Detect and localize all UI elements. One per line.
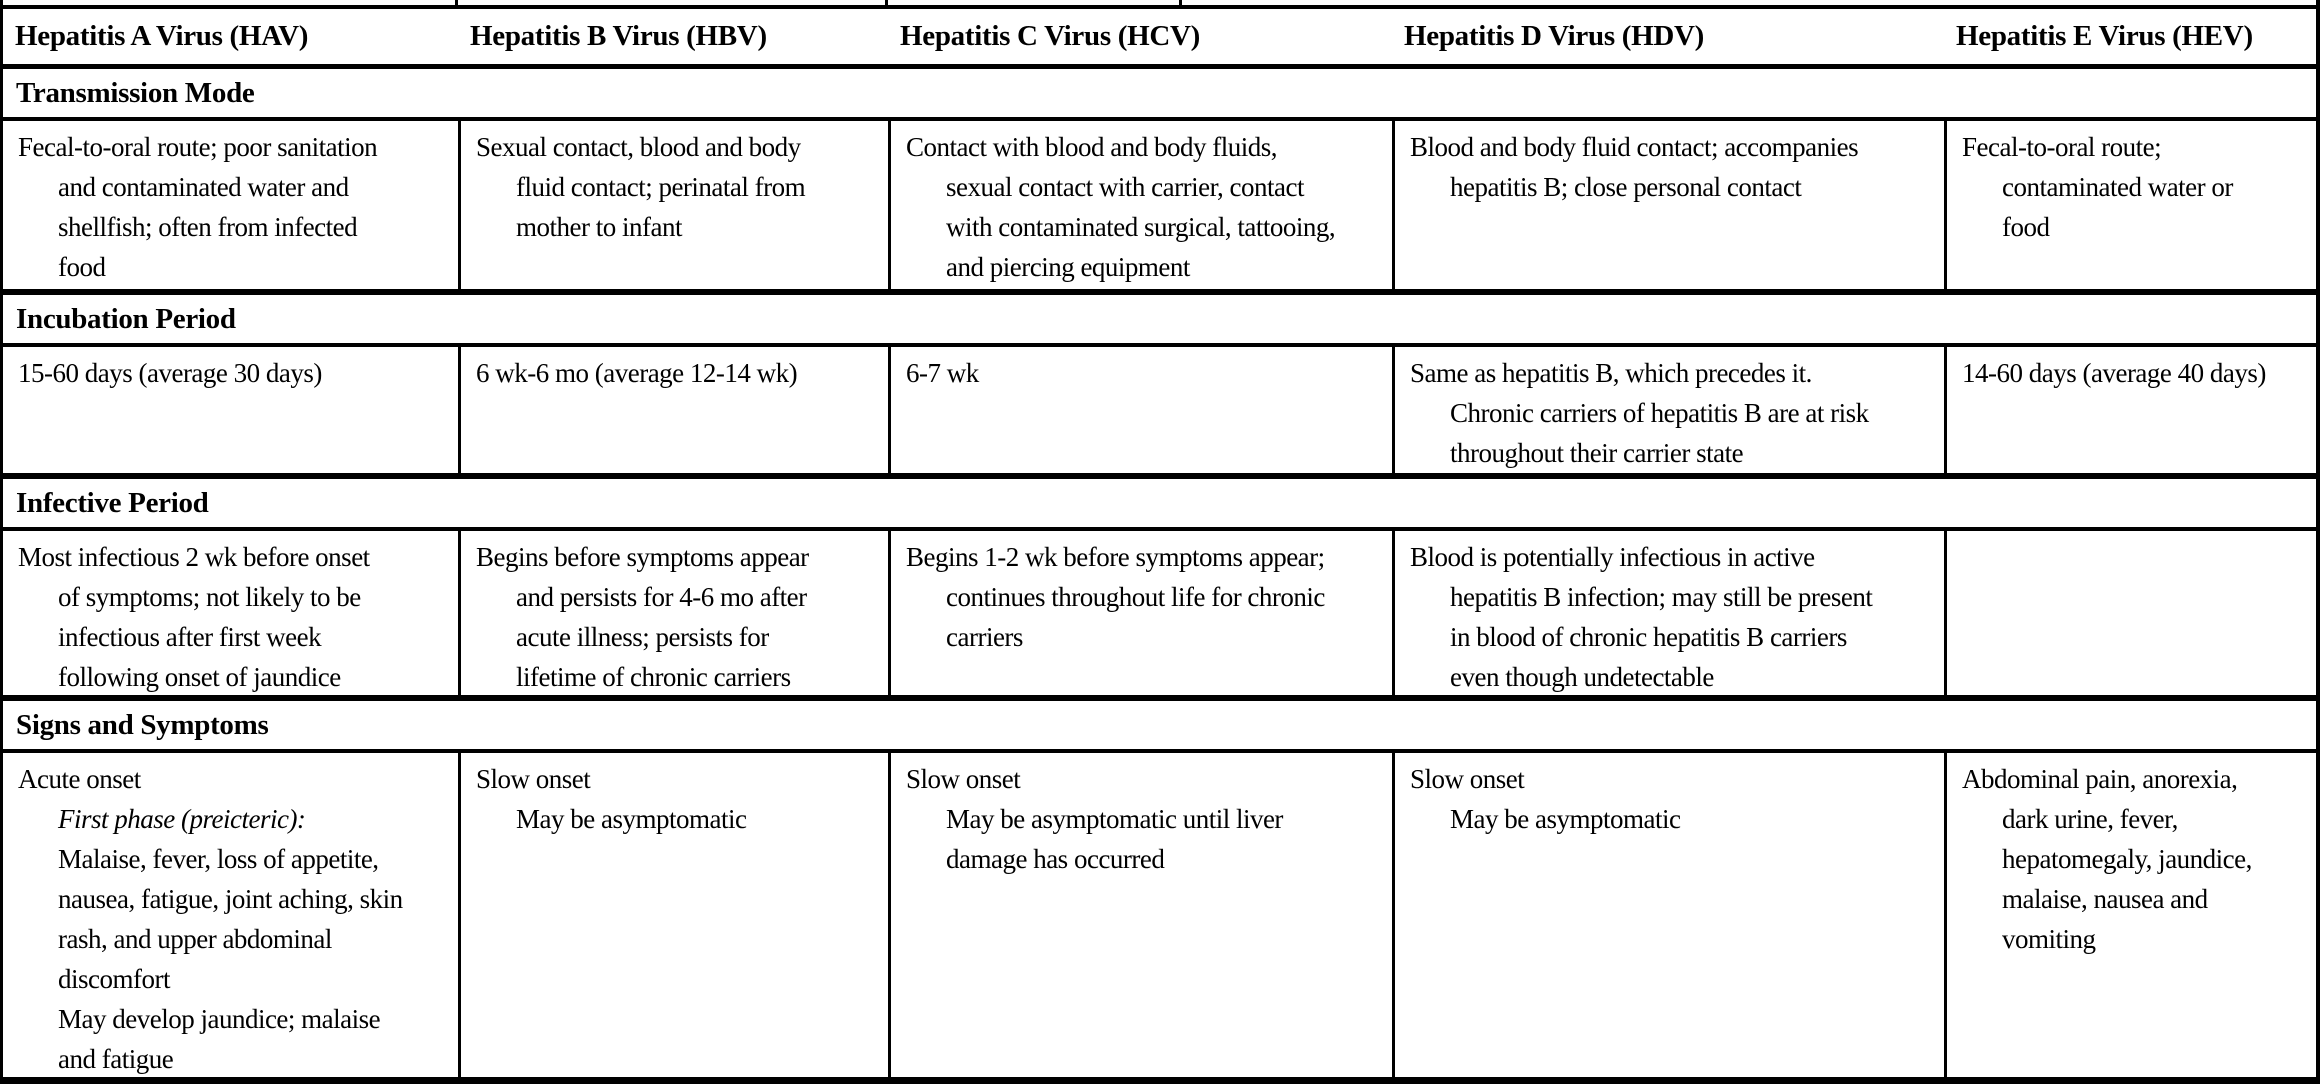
cell-text-line: Begins before symptoms appear: [476, 542, 809, 572]
cell-incubation-hdv: [1392, 347, 1944, 473]
cell-signs-hcv: [888, 753, 1392, 1077]
cell-text-line: hepatomegaly, jaundice,: [2002, 844, 2252, 874]
virus-header-hev: Hepatitis E Virus (HEV): [1956, 20, 2253, 52]
cell-incubation-hcv: [888, 347, 1392, 473]
cell-text-line: 6-7 wk: [906, 358, 979, 388]
cell-text-line: continues throughout life for chronic: [946, 582, 1325, 612]
section-header-signs-and-symptoms: Signs and Symptoms: [3, 701, 2316, 753]
cell-text-line: Contact with blood and body fluids,: [906, 132, 1277, 162]
cell-infective-hbv: [458, 531, 888, 695]
cell-text-line: 6 wk-6 mo (average 12-14 wk): [476, 358, 798, 388]
cell-text-line: sexual contact with carrier, contact: [946, 172, 1304, 202]
cell-text-line: hepatitis B infection; may still be present: [1450, 582, 1873, 612]
cell-text-line: Sexual contact, blood and body: [476, 132, 801, 162]
cell-transmission-hbv: [458, 121, 888, 289]
cell-infective-hav: [3, 531, 458, 695]
cell-text-line: nausea, fatigue, joint aching, skin: [58, 884, 403, 914]
cell-text-line: and persists for 4-6 mo after: [516, 582, 807, 612]
cell-text-line: Slow onset: [476, 764, 591, 794]
cell-signs-hav: [3, 753, 458, 1077]
cell-text-line: rash, and upper abdominal: [58, 924, 332, 954]
cell-text-line: contaminated water or: [2002, 172, 2233, 202]
section-header-incubation-period: Incubation Period: [3, 295, 2316, 347]
cell-text-line: Malaise, fever, loss of appetite,: [58, 844, 379, 874]
cell-text-line: Fecal-to-oral route; poor sanitation: [18, 132, 378, 162]
cell-text-line: malaise, nausea and: [2002, 884, 2208, 914]
cell-text-line: and fatigue: [58, 1044, 174, 1074]
cell-text-line: and piercing equipment: [946, 252, 1190, 282]
cell-text-line: vomiting: [2002, 924, 2096, 954]
cell-text-line: May be asymptomatic: [1450, 804, 1681, 834]
cell-text-line: shellfish; often from infected: [58, 212, 358, 242]
virus-header-row: [3, 9, 2316, 69]
cell-signs-hev: [1944, 753, 2316, 1077]
cell-text-line: Most infectious 2 wk before onset: [18, 542, 370, 572]
cell-text-line: discomfort: [58, 964, 170, 994]
cell-text-line: Blood is potentially infectious in active: [1410, 542, 1815, 572]
column-tick-mark: [1179, 0, 1182, 5]
top-edge-ruling: [3, 0, 2316, 9]
cell-text-line: May develop jaundice; malaise: [58, 1004, 381, 1034]
cell-text-line: 15-60 days (average 30 days): [18, 358, 322, 388]
cell-text-line: Acute onset: [18, 764, 141, 794]
row-infective-period: [3, 531, 2316, 701]
cell-text-line: food: [58, 252, 106, 282]
cell-text-line: food: [2002, 212, 2050, 242]
row-signs-and-symptoms: [3, 753, 2316, 1084]
cell-incubation-hev: [1944, 347, 2316, 473]
cell-text-line: Slow onset: [1410, 764, 1525, 794]
cell-infective-hcv: [888, 531, 1392, 695]
cell-text-line: dark urine, fever,: [2002, 804, 2178, 834]
virus-header-hcv: Hepatitis C Virus (HCV): [900, 20, 1201, 52]
cell-text-line: First phase (preicteric):: [58, 804, 306, 834]
cell-text-line: infectious after first week: [58, 622, 322, 652]
cell-text-line: lifetime of chronic carriers: [516, 662, 791, 692]
cell-text-line: and contaminated water and: [58, 172, 349, 202]
cell-text-line: Fecal-to-oral route;: [1962, 132, 2162, 162]
cell-text-line: Blood and body fluid contact; accompanies: [1410, 132, 1859, 162]
column-tick-mark: [885, 0, 888, 5]
cell-text-line: May be asymptomatic: [516, 804, 747, 834]
cell-text-line: even though undetectable: [1450, 662, 1714, 692]
cell-text-line: Begins 1-2 wk before symptoms appear;: [906, 542, 1325, 572]
cell-text-line: Chronic carriers of hepatitis B are at risk: [1450, 398, 1869, 428]
section-header-infective-period: Infective Period: [3, 479, 2316, 531]
cell-text-line: Same as hepatitis B, which precedes it.: [1410, 358, 1812, 388]
column-tick-mark: [455, 0, 458, 5]
cell-transmission-hcv: [888, 121, 1392, 289]
cell-text-line: with contaminated surgical, tattooing,: [946, 212, 1336, 242]
cell-transmission-hav: [3, 121, 458, 289]
cell-text-line: carriers: [946, 622, 1023, 652]
virus-header-hav: Hepatitis A Virus (HAV): [15, 20, 309, 52]
cell-text-line: mother to infant: [516, 212, 682, 242]
cell-signs-hbv: [458, 753, 888, 1077]
cell-infective-hdv: [1392, 531, 1944, 695]
cell-text-line: fluid contact; perinatal from: [516, 172, 806, 202]
cell-text-line: throughout their carrier state: [1450, 438, 1744, 468]
cell-text-line: acute illness; persists for: [516, 622, 769, 652]
virus-header-hbv: Hepatitis B Virus (HBV): [470, 20, 767, 52]
cell-infective-hev: [1944, 531, 2316, 695]
cell-text-line: in blood of chronic hepatitis B carriers: [1450, 622, 1847, 652]
cell-text-line: 14-60 days (average 40 days): [1962, 358, 2266, 388]
cell-text-line: May be asymptomatic until liver: [946, 804, 1283, 834]
cell-incubation-hav: [3, 347, 458, 473]
virus-header-hdv: Hepatitis D Virus (HDV): [1404, 20, 1705, 52]
row-incubation-period: [3, 347, 2316, 479]
cell-transmission-hev: [1944, 121, 2316, 289]
cell-transmission-hdv: [1392, 121, 1944, 289]
cell-text-line: hepatitis B; close personal contact: [1450, 172, 1802, 202]
row-transmission-mode: [3, 121, 2316, 295]
cell-text-line: Abdominal pain, anorexia,: [1962, 764, 2238, 794]
cell-signs-hdv: [1392, 753, 1944, 1077]
cell-text-line: of symptoms; not likely to be: [58, 582, 361, 612]
cell-text-line: following onset of jaundice: [58, 662, 341, 692]
cell-incubation-hbv: [458, 347, 888, 473]
section-header-transmission-mode: Transmission Mode: [3, 69, 2316, 121]
cell-text-line: damage has occurred: [946, 844, 1165, 874]
cell-text-line: Slow onset: [906, 764, 1021, 794]
